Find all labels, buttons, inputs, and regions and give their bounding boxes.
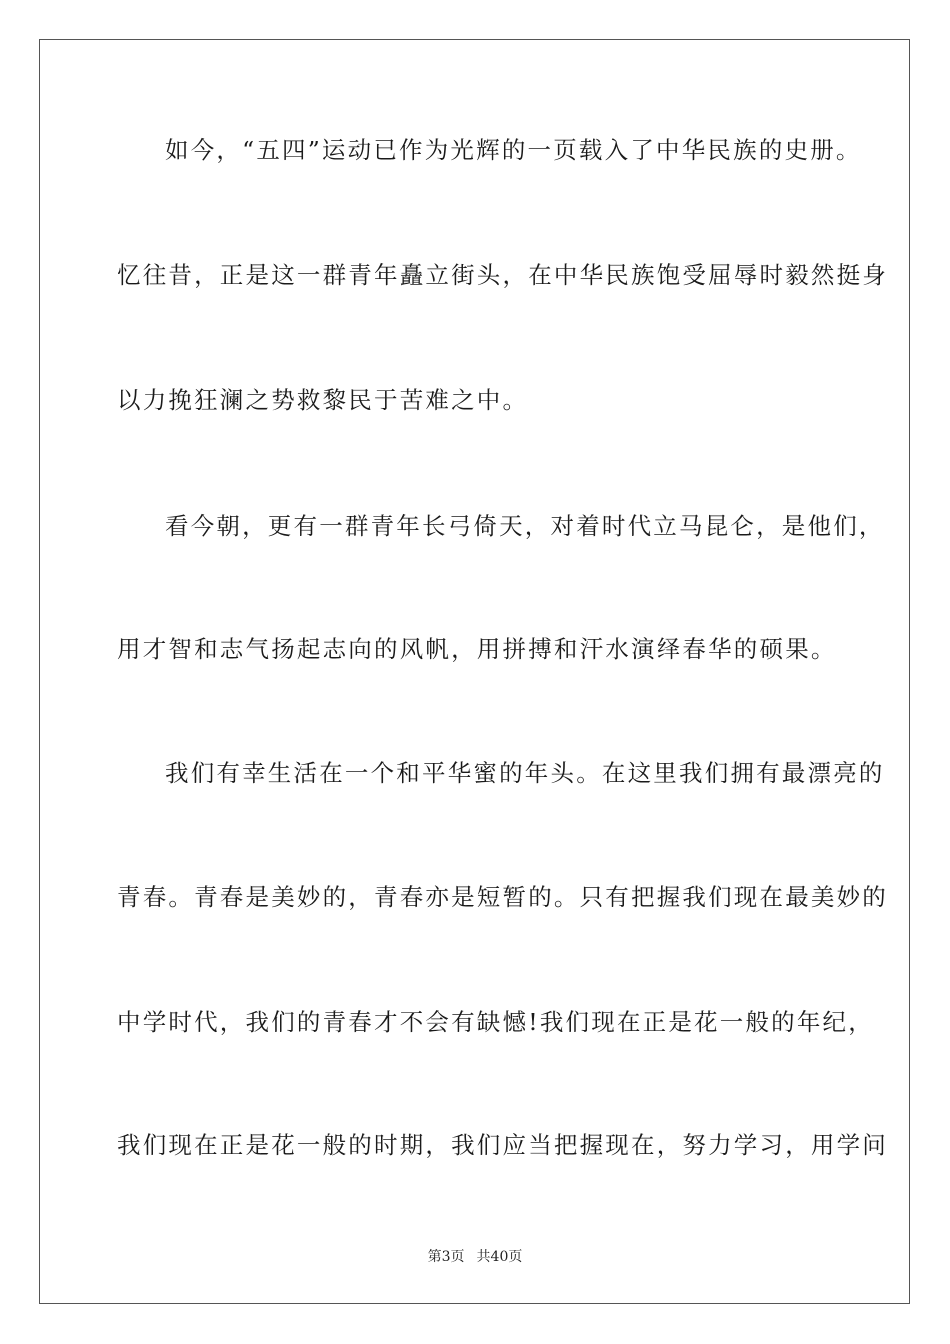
page-number: 第3页: [427, 1249, 465, 1265]
total-pages: 共40页: [476, 1249, 523, 1265]
paragraph-3-line-2: 青春。青春是美妙的，青春亦是短暂的。只有把握我们现在最美妙的: [117, 883, 888, 911]
paragraph-2-line-1: 看今朝，更有一群青年长弓倚天，对着时代立马昆仑，是他们，: [165, 512, 885, 540]
paragraph-2-line-2: 用才智和志气扬起志向的风帆，用拼搏和汗水演绎春华的硕果。: [117, 635, 837, 663]
paragraph-1-line-2: 忆往昔，正是这一群青年矗立街头，在中华民族饱受屈辱时毅然挺身: [117, 261, 888, 289]
paragraph-1-line-1: 如今，“五四”运动已作为光辉的一页载入了中华民族的史册。: [165, 136, 862, 164]
paragraph-1-line-3: 以力挽狂澜之势救黎民于苦难之中。: [117, 386, 529, 414]
paragraph-3-line-3: 中学时代，我们的青春才不会有缺憾!我们现在正是花一般的年纪，: [117, 1008, 874, 1036]
page-footer: [0, 1246, 950, 1268]
paragraph-3-line-4: 我们现在正是花一般的时期，我们应当把握现在，努力学习，用学问: [117, 1131, 888, 1159]
paragraph-3-line-1: 我们有幸生活在一个和平华蜜的年头。在这里我们拥有最漂亮的: [165, 759, 885, 787]
page-border: [39, 39, 910, 1304]
